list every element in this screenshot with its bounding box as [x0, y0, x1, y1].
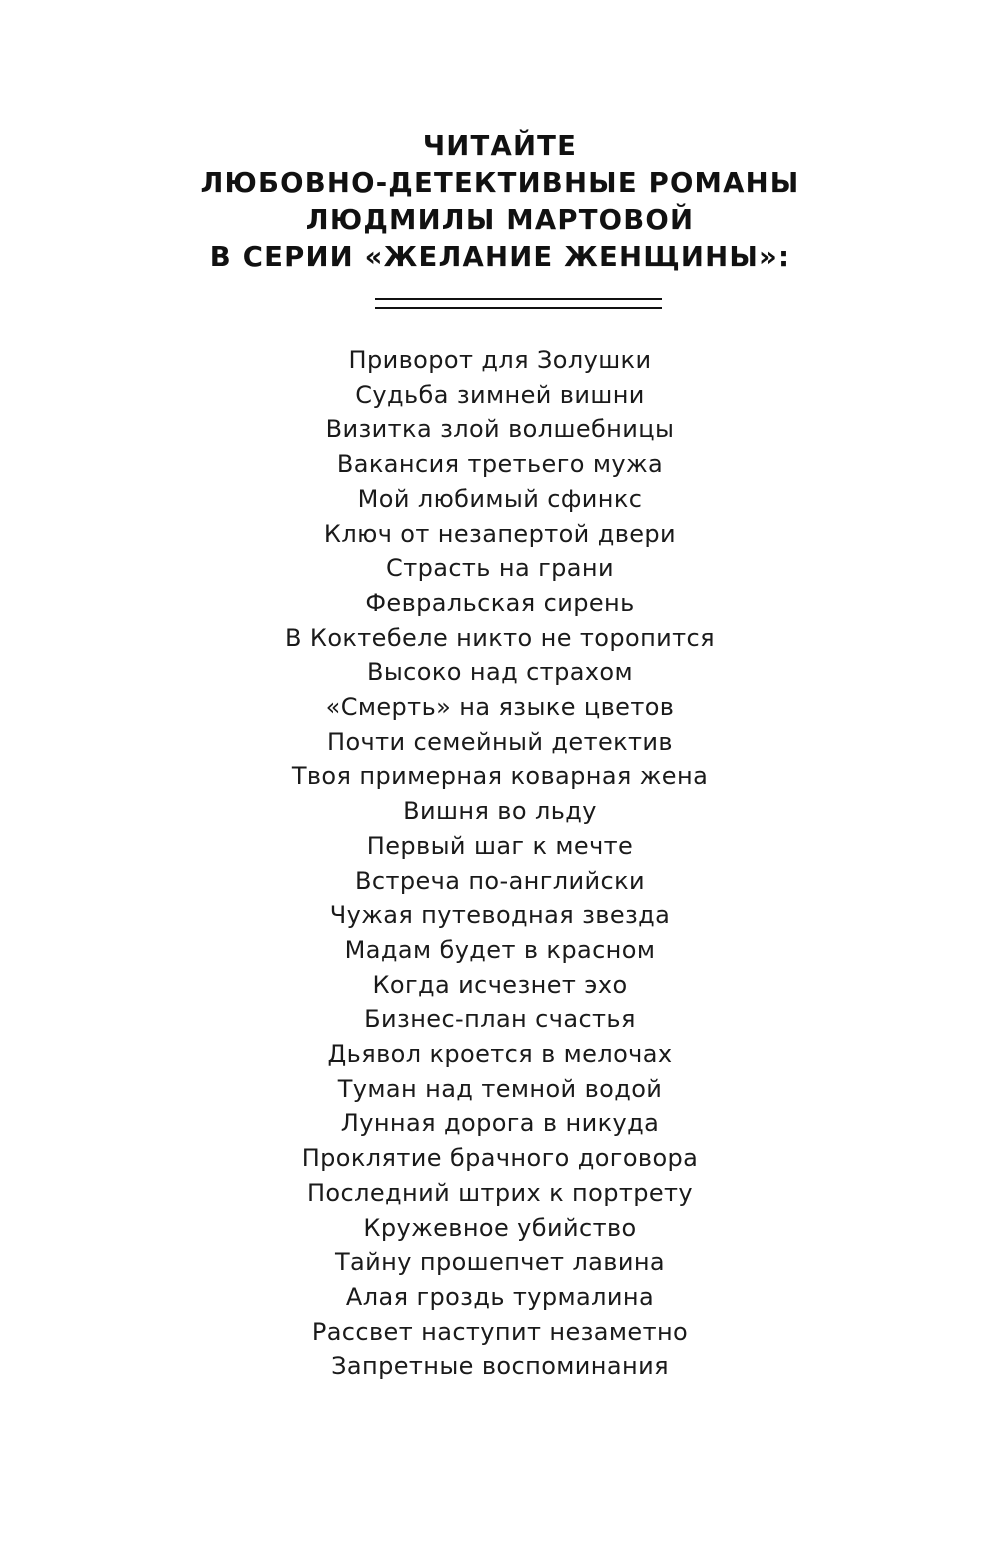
- divider-rule-bottom: [375, 307, 662, 309]
- book-title-list: [0, 343, 1000, 1384]
- divider-rule-top: [375, 298, 662, 300]
- book-title: Дьявол кроется в мелочах: [327, 1040, 673, 1069]
- book-title: Высоко над страхом: [366, 658, 634, 687]
- book-title: Мой любимый сфинкс: [357, 484, 643, 513]
- book-title: Бизнес-план счастья: [364, 1005, 636, 1034]
- book-title: Мадам будет в красном: [344, 935, 656, 964]
- book-title: Лунная дорога в никуда: [340, 1109, 660, 1138]
- book-title: Туман над темной водой: [337, 1074, 663, 1103]
- book-title: Последний штрих к портрету: [306, 1178, 694, 1207]
- book-title: Кружевное убийство: [363, 1213, 637, 1242]
- book-title: Вакансия третьего мужа: [336, 450, 664, 479]
- book-title: Тайну прошепчет лавина: [334, 1248, 666, 1277]
- book-title: Первый шаг к мечте: [366, 831, 634, 860]
- book-title: В Коктебеле никто не торопится: [284, 623, 715, 652]
- heading-line: ЛЮДМИЛЫ МАРТОВОЙ: [305, 204, 695, 236]
- book-title: Судьба зимней вишни: [355, 380, 645, 409]
- book-title: Рассвет наступит незаметно: [311, 1317, 689, 1346]
- book-title: Ключ от незапертой двери: [323, 519, 677, 548]
- series-heading: [0, 128, 1000, 276]
- heading-line: В СЕРИИ «ЖЕЛАНИЕ ЖЕНЩИНЫ»:: [209, 241, 791, 273]
- book-title: Твоя примерная коварная жена: [291, 762, 709, 791]
- book-title: Встреча по-английски: [354, 866, 646, 895]
- book-title: Проклятие брачного договора: [301, 1144, 699, 1173]
- book-title: Чужая путеводная звезда: [329, 901, 671, 930]
- book-title: Визитка злой волшебницы: [325, 415, 675, 444]
- book-title: Когда исчезнет эхо: [372, 970, 628, 999]
- book-title: Запретные воспоминания: [331, 1352, 669, 1381]
- book-title: Почти семейный детектив: [327, 727, 673, 756]
- heading-line: ЛЮБОВНО-ДЕТЕКТИВНЫЕ РОМАНЫ: [200, 167, 800, 199]
- book-title: Февральская сирень: [365, 588, 635, 617]
- book-title: Вишня во льду: [403, 797, 597, 826]
- book-title: Алая гроздь турмалина: [345, 1282, 655, 1311]
- heading-line: ЧИТАЙТЕ: [422, 130, 578, 162]
- book-title: Приворот для Золушки: [348, 346, 652, 374]
- book-title: Страсть на грани: [386, 554, 614, 583]
- book-title: «Смерть» на языке цветов: [325, 693, 675, 722]
